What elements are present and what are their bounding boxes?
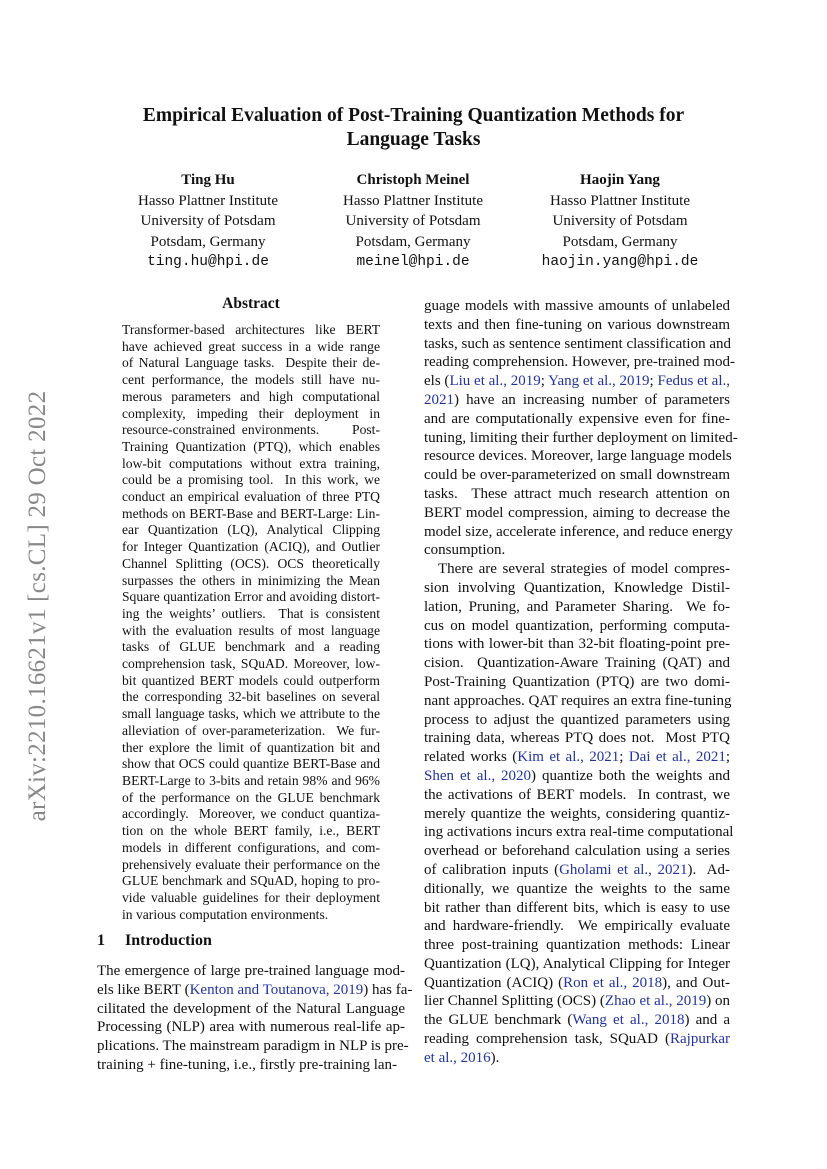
text-segment: three post-training quantization methods: Linear <box>424 937 730 954</box>
author-affiliation: Hasso Plattner Institute <box>343 192 483 209</box>
text-line <box>122 907 380 924</box>
text-segment: comprehension task, SQuAD. Moreover, low- <box>122 656 380 672</box>
text-segment: Transformer-based architectures like BERT <box>122 322 380 337</box>
citation-link[interactable]: Wang et al., 2018 <box>572 1012 685 1029</box>
text-segment: BERT model compression, aiming to decrease the <box>424 504 730 521</box>
citation-link[interactable]: et al., 2016 <box>424 1049 491 1066</box>
paragraph <box>424 297 738 560</box>
text-line <box>122 873 380 890</box>
text-segment: tion on the whole BERT family, i.e., BERT <box>122 823 380 839</box>
text-segment: surpasses the others in minimizing the Mean <box>122 572 380 588</box>
text-line <box>424 823 734 842</box>
text-segment: model size, accelerate inference, and reduce energy <box>424 523 733 540</box>
text-line <box>424 523 733 542</box>
text-segment: process to adjust the quantized parameters using <box>424 711 730 728</box>
text-segment: models in different configurations, and com- <box>122 839 380 855</box>
abstract-heading: Abstract <box>222 295 280 312</box>
text-line <box>424 541 730 560</box>
citation-link[interactable]: 2021 <box>424 391 454 408</box>
citation-link[interactable]: Liu et al., 2019 <box>449 373 541 390</box>
introduction-body-left <box>97 962 413 1075</box>
text-line <box>424 673 730 692</box>
citation-link[interactable]: Zhao et al., 2019 <box>604 993 707 1010</box>
text-segment: BERT-Large to 3-bits and retain 98% and 96% <box>122 772 380 788</box>
text-line <box>97 1018 405 1037</box>
text-line <box>424 748 730 767</box>
text-segment: Post-Training Quantization (PTQ) are two domi- <box>424 673 730 690</box>
citation-link[interactable]: Rajpurkar <box>670 1031 730 1048</box>
text-segment: ; <box>649 373 658 390</box>
text-line <box>122 756 380 773</box>
text-segment: ; <box>540 373 549 390</box>
text-segment: ; <box>619 749 629 766</box>
citation-link[interactable]: Yang et al., 2019 <box>548 373 650 390</box>
section-heading-introduction <box>97 932 212 950</box>
author-email[interactable]: meinel@hpi.de <box>356 254 470 270</box>
text-line <box>424 598 730 617</box>
author-affiliation: Hasso Plattner Institute <box>550 192 690 209</box>
text-segment: ) and a <box>684 1012 731 1029</box>
text-segment: consumption. <box>424 542 506 559</box>
text-segment: tasks, such as sentence sentiment classification and <box>424 335 731 352</box>
text-segment: plications. The mainstream paradigm in NLP is pre- <box>97 1038 409 1055</box>
text-segment: ). <box>490 1049 500 1066</box>
text-line <box>122 422 380 439</box>
text-line <box>122 506 380 523</box>
text-line <box>122 389 380 406</box>
text-segment: bit quantized BERT models could outperform <box>122 672 380 688</box>
text-segment: for Integer Quantization (ACIQ), and Outlier <box>122 539 380 555</box>
text-line <box>424 1049 730 1068</box>
text-line <box>424 1011 730 1030</box>
text-line <box>122 840 380 857</box>
text-line <box>97 1000 405 1019</box>
text-line <box>122 339 380 356</box>
author-affiliation: University of Potsdam <box>345 213 481 229</box>
text-line <box>424 391 730 410</box>
text-line <box>122 689 380 706</box>
text-line <box>424 635 730 654</box>
text-line <box>424 899 730 918</box>
text-line <box>424 372 730 391</box>
text-segment: prehensively evaluate their performance on the <box>122 856 380 872</box>
author-affiliation: Hasso Plattner Institute <box>138 192 278 209</box>
text-segment: ing the weights’ outliers. That is consistent <box>122 605 380 621</box>
text-line <box>122 806 380 823</box>
text-line <box>97 1056 405 1075</box>
text-segment: Channel Splitting (OCS). OCS theoretically <box>122 555 380 571</box>
text-line <box>122 489 380 506</box>
text-segment: tasks. These attract much research attention on <box>424 485 730 502</box>
text-line <box>122 723 380 740</box>
author-location: Potsdam, Germany <box>562 233 678 250</box>
text-segment: tions with lower-bit than 32-bit floating-point pre- <box>424 636 730 653</box>
author-block <box>510 170 730 273</box>
text-line <box>424 936 730 955</box>
introduction-body-right <box>424 297 738 1068</box>
text-line <box>122 790 380 807</box>
text-segment: ) quantize both the weights and <box>531 767 730 784</box>
author-name: Ting Hu <box>181 172 235 188</box>
text-line <box>424 955 730 974</box>
citation-link[interactable]: Dai et al., 2021 <box>628 749 726 766</box>
text-segment: reading comprehension. However, pre-trained mod- <box>424 354 735 371</box>
text-segment: could be over-parameterized on small downstream <box>424 467 730 484</box>
author-affiliation: University of Potsdam <box>552 213 688 229</box>
text-line <box>424 842 730 861</box>
text-segment: of Natural Language tasks. Despite their de- <box>122 355 380 371</box>
text-segment: ditionally, we quantize the weights to the same <box>424 880 730 897</box>
text-line <box>424 617 730 636</box>
text-segment: the corresponding 32-bit baselines on several <box>122 689 380 705</box>
text-segment: cision. Quantization-Aware Training (QAT) and <box>424 655 730 672</box>
text-segment: of calibration inputs ( <box>424 861 560 878</box>
text-line <box>424 1030 730 1049</box>
text-segment: ear Quantization (LQ), Analytical Clipping <box>122 522 380 538</box>
text-segment: merely quantize the weights, considering quantiz- <box>424 805 730 822</box>
author-affiliation: University of Potsdam <box>140 213 276 229</box>
text-segment: resource-constrained environments. Post- <box>122 422 380 438</box>
text-segment: texts and then fine-tuning on various downstream <box>424 316 730 333</box>
text-line <box>424 504 730 523</box>
text-segment: with the evaluation results of most language <box>122 622 380 638</box>
author-email[interactable]: haojin.yang@hpi.de <box>541 254 699 270</box>
text-line <box>424 992 730 1011</box>
text-segment: reading comprehension task, SQuAD ( <box>424 1031 671 1048</box>
paper-title <box>100 104 727 152</box>
text-line <box>424 447 730 466</box>
text-segment: ing activations incurs extra real-time computational <box>424 824 734 841</box>
text-line <box>122 406 380 423</box>
text-line <box>424 974 730 993</box>
text-segment: vide valuable guidelines for their deployment <box>122 889 380 905</box>
text-line <box>424 861 730 880</box>
text-line <box>122 706 380 723</box>
text-line <box>122 673 380 690</box>
text-line <box>122 656 380 673</box>
text-segment: ). Ad- <box>687 861 730 878</box>
text-segment: and hardware-friendly. We empirically evaluate <box>424 918 730 935</box>
text-segment: merous parameters and high computational <box>122 388 380 404</box>
text-line <box>122 623 380 640</box>
text-line <box>122 606 380 623</box>
text-segment: Training Quantization (PTQ), which enables <box>122 438 380 454</box>
text-line <box>424 880 730 899</box>
text-line <box>424 917 730 936</box>
text-segment: the activations of BERT models. In contrast, we <box>424 786 730 803</box>
text-segment: resource devices. Moreover, large language models <box>424 448 732 465</box>
text-segment: cent performance, the models still have nu- <box>122 372 380 388</box>
text-line <box>122 522 380 539</box>
text-segment: There are several strategies of model compres- <box>438 561 730 578</box>
text-line <box>424 767 730 786</box>
text-segment: Square quantization Error and avoiding distort- <box>122 589 380 605</box>
citation-link[interactable]: Shen et al., 2020 <box>424 767 532 784</box>
text-line <box>424 316 730 335</box>
text-line <box>122 857 380 874</box>
text-line <box>122 456 380 473</box>
text-line <box>424 466 730 485</box>
section-title: Introduction <box>125 932 212 949</box>
text-segment: methods on BERT-Base and BERT-Large: Lin- <box>122 505 380 521</box>
text-line <box>97 981 413 1000</box>
text-segment: ; <box>725 749 731 766</box>
text-segment: related works ( <box>424 749 518 766</box>
text-line <box>424 485 730 504</box>
text-segment: tasks of GLUE benchmark and a reading <box>122 639 380 655</box>
text-segment: overhead or beforehand calculation using a series <box>424 843 730 860</box>
text-line <box>122 740 380 757</box>
text-segment: show that OCS could quantize BERT-Base and <box>122 756 380 772</box>
text-line <box>122 556 380 573</box>
text-segment: of the performance on the GLUE benchmark <box>122 789 380 805</box>
text-line <box>424 353 735 372</box>
text-segment: cus on model quantization, performing computa- <box>424 617 730 634</box>
text-segment: and are computationally expensive even for fine- <box>424 410 730 427</box>
text-segment: The emergence of large pre-trained language mod- <box>97 963 405 979</box>
text-line <box>424 692 730 711</box>
text-segment: ) has fa- <box>363 981 413 998</box>
text-segment: nant approaches. QAT requires an extra fine-tuning <box>424 692 732 709</box>
text-line <box>122 355 380 372</box>
citation-link[interactable]: Kenton and Toutanova, 2019 <box>189 981 364 998</box>
text-segment: complexity, impeding their deployment in <box>122 405 380 421</box>
text-segment: ), and Out- <box>662 974 730 991</box>
text-segment: cilitated the development of the Natural Language <box>97 1000 405 1017</box>
citation-link[interactable]: Ron et al., 2018 <box>563 974 663 991</box>
text-line <box>122 439 380 456</box>
citation-link[interactable]: Kim et al., 2021 <box>517 749 620 766</box>
text-segment: guage models with massive amounts of unlabeled <box>424 298 730 314</box>
text-line <box>424 335 730 354</box>
text-segment: ) have an increasing number of parameters <box>454 391 730 408</box>
text-line <box>122 823 380 840</box>
author-block <box>303 170 523 273</box>
author-block <box>98 170 318 273</box>
text-segment: training data, whereas PTQ does not. Most PTQ <box>424 730 730 747</box>
text-line <box>424 805 730 824</box>
title-line: Language Tasks <box>346 129 481 150</box>
text-segment: tuning, limiting their further deployment on limited- <box>424 429 738 446</box>
text-segment: els like BERT ( <box>97 981 190 998</box>
arxiv-identifier-stamp: arXiv:2210.16621v1 [cs.CL] 29 Oct 2022 <box>24 390 51 822</box>
text-segment: GLUE benchmark and SQuAD, hoping to pro- <box>122 873 380 889</box>
text-segment: lation, Pruning, and Parameter Sharing. We fo- <box>424 598 730 615</box>
text-segment: have achieved great success in a wide range <box>122 338 380 354</box>
text-line <box>122 773 380 790</box>
text-line <box>97 1037 409 1056</box>
title-line: Empirical Evaluation of Post-Training Quantization Methods for <box>142 105 685 126</box>
author-email[interactable]: ting.hu@hpi.de <box>147 254 269 270</box>
text-line <box>122 589 380 606</box>
text-line <box>122 322 380 339</box>
abstract-body <box>122 322 380 923</box>
paragraph <box>424 560 734 1068</box>
text-segment: accordingly. Moreover, we conduct quantiza- <box>122 806 380 822</box>
text-segment: Processing (NLP) area with numerous real-life ap- <box>97 1019 405 1036</box>
text-segment: bit rather than different bits, which is easy to use <box>424 899 730 916</box>
text-segment: low-bit computations without extra training, <box>122 455 380 471</box>
text-line <box>424 786 730 805</box>
text-segment: in various computation environments. <box>122 906 329 922</box>
text-line <box>424 654 730 673</box>
author-location: Potsdam, Germany <box>355 233 471 250</box>
citation-link[interactable]: Fedus et al., <box>657 373 731 390</box>
text-segment: ther explore the limit of quantization bit and <box>122 739 380 755</box>
text-line <box>424 729 730 748</box>
text-line <box>122 890 380 907</box>
text-segment: alleviation of over-parameterization. We fur- <box>122 722 380 738</box>
section-number: 1 <box>97 932 105 949</box>
text-segment: conduct an empirical evaluation of three PTQ <box>122 489 380 505</box>
text-line <box>122 539 380 556</box>
citation-link[interactable]: Gholami et al., 2021 <box>559 861 688 878</box>
text-segment: training + fine-tuning, i.e., firstly pre-training lan- <box>97 1056 398 1073</box>
text-line <box>424 429 738 448</box>
text-segment: lier Channel Splitting (OCS) ( <box>424 993 605 1010</box>
text-line <box>424 711 730 730</box>
text-line <box>122 639 380 656</box>
text-segment: els ( <box>424 373 450 390</box>
text-line <box>97 962 405 981</box>
text-line <box>424 297 730 316</box>
text-line <box>122 573 380 590</box>
text-line <box>424 579 730 598</box>
text-segment: Quantization (ACIQ) ( <box>424 974 564 991</box>
text-segment: small language tasks, which we attribute to the <box>122 706 380 722</box>
text-segment: the GLUE benchmark ( <box>424 1012 573 1029</box>
text-segment: Quantization (LQ), Analytical Clipping for Integer <box>424 955 730 972</box>
text-line <box>122 472 380 489</box>
text-line <box>122 372 380 389</box>
author-name: Haojin Yang <box>580 172 660 188</box>
text-segment: could be a promising tool. In this work, we <box>122 472 380 488</box>
text-segment: ) on <box>706 993 730 1010</box>
text-segment: sion involving Quantization, Knowledge Distil- <box>424 579 730 596</box>
author-location: Potsdam, Germany <box>150 233 266 250</box>
author-name: Christoph Meinel <box>356 172 470 188</box>
text-line <box>424 560 730 579</box>
text-line <box>424 410 730 429</box>
